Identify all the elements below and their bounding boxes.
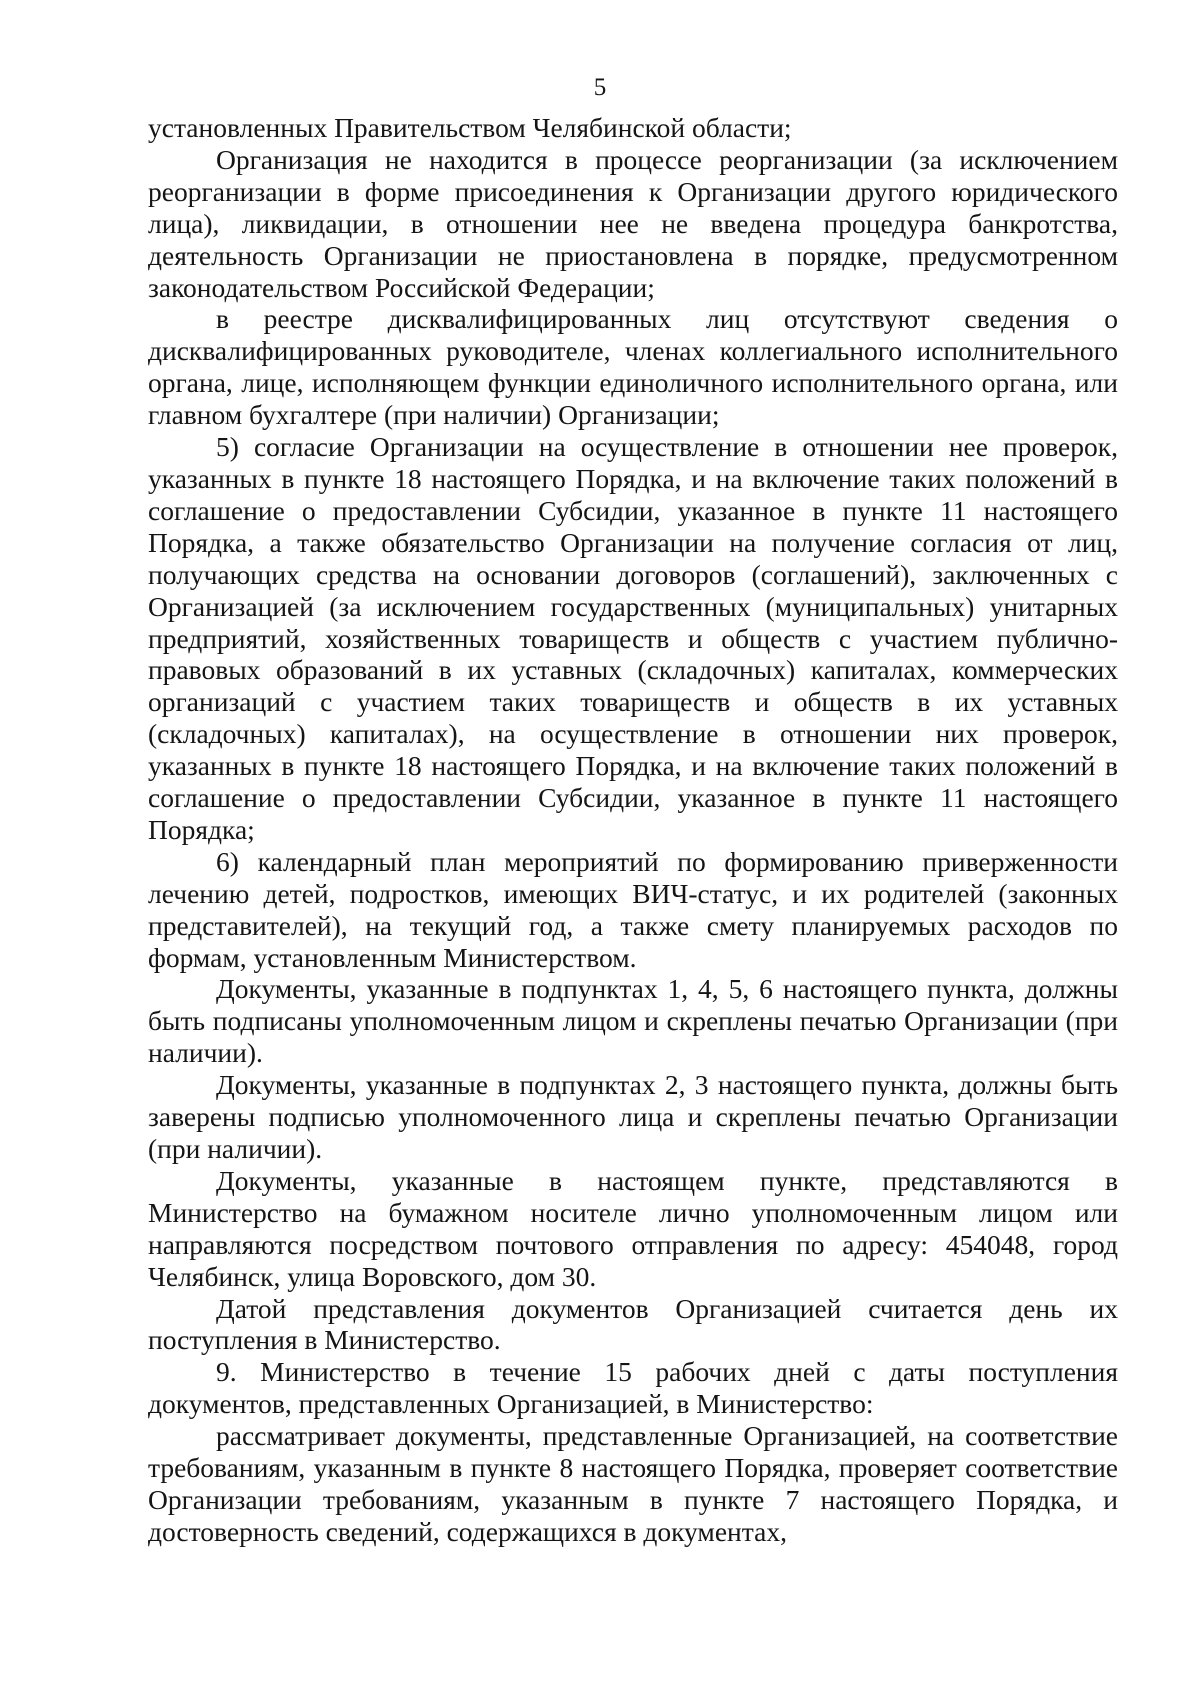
document-body (148, 112, 1118, 1548)
paragraph-signing-requirements: Документы, указанные в подпунктах 1, 4, 5, 6 настоящего пункта, должны быть подписаны уполномоченным лицом и скреплены печатью Организации (при наличии). (148, 973, 1118, 1069)
paragraph-continuation: установленных Правительством Челябинской области; (148, 112, 792, 143)
paragraph-item-9: 9. Министерство в течение 15 рабочих дней с даты поступления документов, представленных Организацией, в Министерство: (148, 1356, 1118, 1420)
paragraph-item-6: 6) календарный план мероприятий по формированию приверженности лечению детей, подростков, имеющих ВИЧ-статус, и их родителей (законных представителей), на текущий год, а также смету планируемых расходов по формам, установленным Министерством. (148, 845, 1118, 973)
paragraph-disqualified-registry: в реестре дисквалифицированных лиц отсутствуют сведения о дисквалифицированных руководителе, членах коллегиального исполнительного органа, лице, исполняющем функции единоличного исполнительного органа, или главном бухгалтере (при наличии) Организации; (148, 303, 1118, 431)
paragraph-certification-requirements: Документы, указанные в подпунктах 2, 3 настоящего пункта, должны быть заверены подписью уполномоченного лица и скреплены печатью Организации (при наличии). (148, 1069, 1118, 1164)
paragraph-submission-address: Документы, указанные в настоящем пункте, представляются в Министерство на бумажном носителе лично уполномоченным лицом или направляются посредством почтового отправления по адресу: 454048, город Челябинск, улица Воровского, дом 30. (148, 1164, 1118, 1292)
paragraph-review: рассматривает документы, представленные Организацией, на соответствие требованиям, указанным в пункте 8 настоящего Порядка, проверяет соответствие Организации требованиям, указанным в пункте 7 настоящего Порядка, и достоверность сведений, содержащихся в документах, (148, 1420, 1118, 1547)
paragraph-reorganization: Организация не находится в процессе реорганизации (за исключением реорганизации в форме присоединения к Организации другого юридического лица), ликвидации, в отношении нее не введена процедура банкротства, деятельность Организации не приостановлена в порядке, предусмотренном законодательством Российской Федерации; (148, 143, 1118, 303)
paragraph-submission-date: Датой представления документов Организацией считается день их поступления в Министерство. (148, 1292, 1118, 1356)
page-number: 5 (593, 74, 607, 101)
paragraph-item-5: 5) согласие Организации на осуществление в отношении нее проверок, указанных в пункте 18 настоящего Порядка, и на включение таких положений в соглашение о предоставлении Субсидии, указанное в пункте 11 настоящего Порядка, а также обязательство Организации на получение согласия от лиц, получающих средства на основании договоров (соглашений), заключенных с Организацией (за исключением государственных (муниципальных) унитарных предприятий, хозяйственных товариществ и обществ с участием публично-правовых образований в их уставных (складочных) капиталах, коммерческих организаций с участием таких товариществ и обществ в их уставных (складочных) капиталах), на осуществление в отношении них проверок, указанных в пункте 18 настоящего Порядка, и на включение таких положений в соглашение о предоставлении Субсидии, указанное в пункте 11 настоящего Порядка; (148, 431, 1118, 845)
